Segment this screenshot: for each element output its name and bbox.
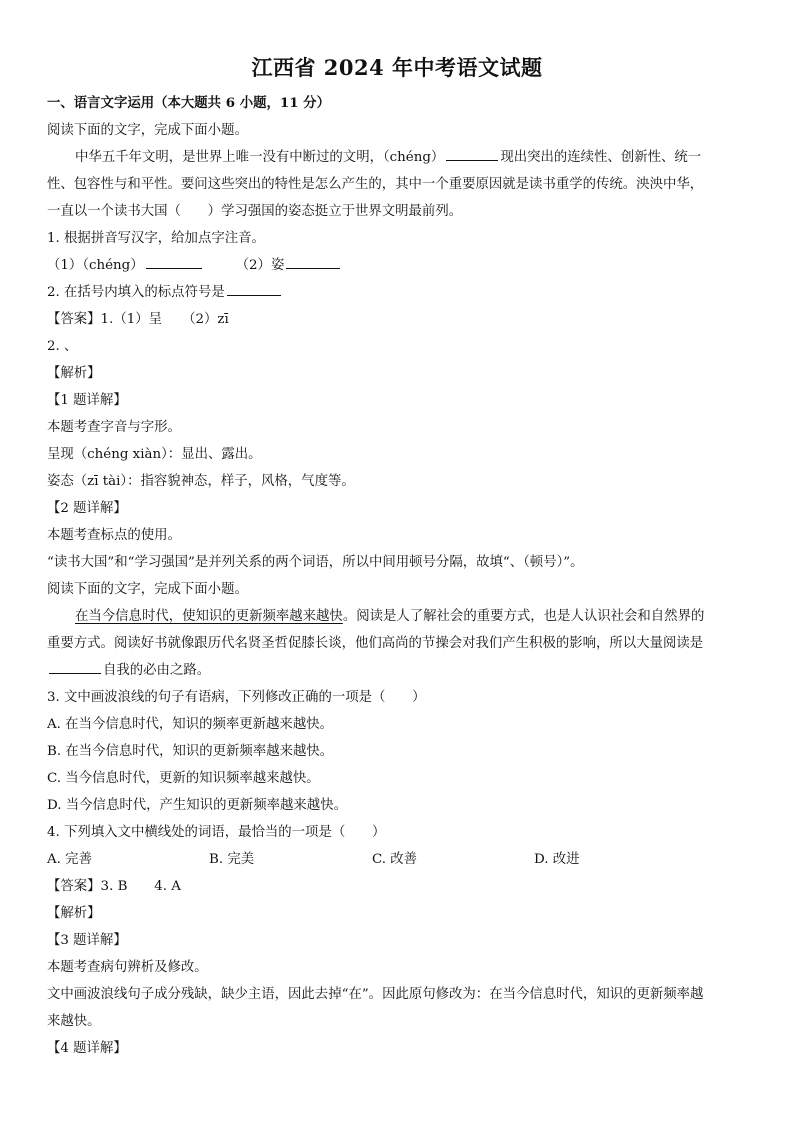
passage-2-line-1 (75, 603, 747, 630)
answer-blank (49, 659, 101, 674)
question-2 (47, 279, 747, 306)
answer-2: 2. 、 (47, 339, 78, 354)
passage-1-text: 中华五千年文明，是世界上唯一没有中断过的文明，（chéng） (75, 150, 445, 165)
answer-blank (146, 254, 202, 269)
answer-blank (286, 254, 340, 269)
detail-1-text: 姿态（zī tài）：指容貌神态，样子，风格，气度等。 (47, 474, 355, 489)
question-3-option: B. 在当今信息时代，知识的更新频率越来越快。 (47, 744, 334, 759)
answer-1: 【答案】1.（1）呈 （2）zī (47, 312, 229, 327)
answer-blank (446, 146, 498, 161)
passage-2-text: 自我的必由之路。 (103, 663, 211, 678)
passage-2-text: 。阅读是人了解社会的重要方式，也是人认识社会和自然界的 (342, 609, 705, 624)
question-3: 3. 文中画波浪线的句子有语病，下列修改正确的一项是（ ） (47, 690, 426, 705)
detail-1-heading: 【1 题详解】 (47, 393, 127, 408)
detail-3-heading: 【3 题详解】 (47, 933, 127, 948)
analysis-heading: 【解析】 (47, 906, 101, 921)
detail-4-heading: 【4 题详解】 (47, 1041, 127, 1056)
question-4-option: C. 改善 (372, 852, 418, 867)
passage-1-line-1 (75, 144, 747, 171)
detail-1-text: 本题考查字音与字形。 (47, 420, 181, 435)
question-1-options (47, 252, 747, 279)
passage-2-line-3 (47, 657, 747, 684)
question-3-option: C. 当今信息时代，更新的知识频率越来越快。 (47, 771, 320, 786)
answer-3-4: 【答案】3. B 4. A (47, 879, 181, 894)
detail-2-text: “读书大国”和“学习强国”是并列关系的两个词语，所以中间用顿号分隔，故填“、（顿号）”。 (47, 555, 584, 570)
question-2-text: 2. 在括号内填入的标点符号是 (47, 285, 225, 300)
detail-3-text: 文中画波浪线句子成分残缺，缺少主语，因此去掉“在”。因此原句修改为：在当今信息时代，知识的更新频率越 (47, 987, 704, 1002)
instruction-1: 阅读下面的文字，完成下面小题。 (47, 123, 248, 138)
question-4-options (47, 846, 747, 873)
section-heading: 一、语言文字运用（本大题共 6 小题，11 分） (47, 95, 330, 111)
detail-1-text: 呈现（chéng xiàn）：显出、露出。 (47, 447, 262, 462)
question-4-option: A. 完善 (47, 852, 92, 867)
analysis-heading: 【解析】 (47, 366, 101, 381)
passage-2-line-2: 重要方式。阅读好书就像跟历代名贤圣哲促膝长谈，他们高尚的节操会对我们产生积极的影响，所以大量阅读是 (47, 636, 704, 651)
detail-2-heading: 【2 题详解】 (47, 501, 127, 516)
detail-3-text: 来越快。 (47, 1014, 101, 1029)
question-4-option: B. 完美 (209, 852, 255, 867)
passage-1-line-3: 一直以一个读书大国（ ）学习强国的姿态挺立于世界文明最前列。 (47, 204, 463, 219)
wavy-underlined-sentence: 在当今信息时代，使知识的更新频率越来越快 (75, 609, 343, 624)
question-3-option: D. 当今信息时代，产生知识的更新频率越来越快。 (47, 798, 347, 813)
passage-1-line-2: 性、包容性与和平性。要问这些突出的特性是怎么产生的，其中一个重要原因就是读书重学的传统。泱泱中华， (47, 177, 704, 192)
option-1: （1）（chéng） (47, 258, 144, 273)
instruction-2: 阅读下面的文字，完成下面小题。 (47, 582, 248, 597)
question-4: 4. 下列填入文中横线处的词语，最恰当的一项是（ ） (47, 825, 386, 840)
detail-3-text: 本题考查病句辨析及修改。 (47, 960, 208, 975)
passage-1-text: 现出突出的连续性、创新性、统一 (500, 150, 702, 165)
question-4-option: D. 改进 (534, 852, 580, 867)
page-title: 江西省 2024 年中考语文试题 (251, 55, 543, 80)
answer-blank (227, 281, 281, 296)
question-3-option: A. 在当今信息时代，知识的频率更新越来越快。 (47, 717, 333, 732)
option-2: （2）姿 (235, 258, 285, 273)
detail-2-text: 本题考查标点的使用。 (47, 528, 181, 543)
question-1: 1. 根据拼音写汉字，给加点字注音。 (47, 231, 265, 246)
